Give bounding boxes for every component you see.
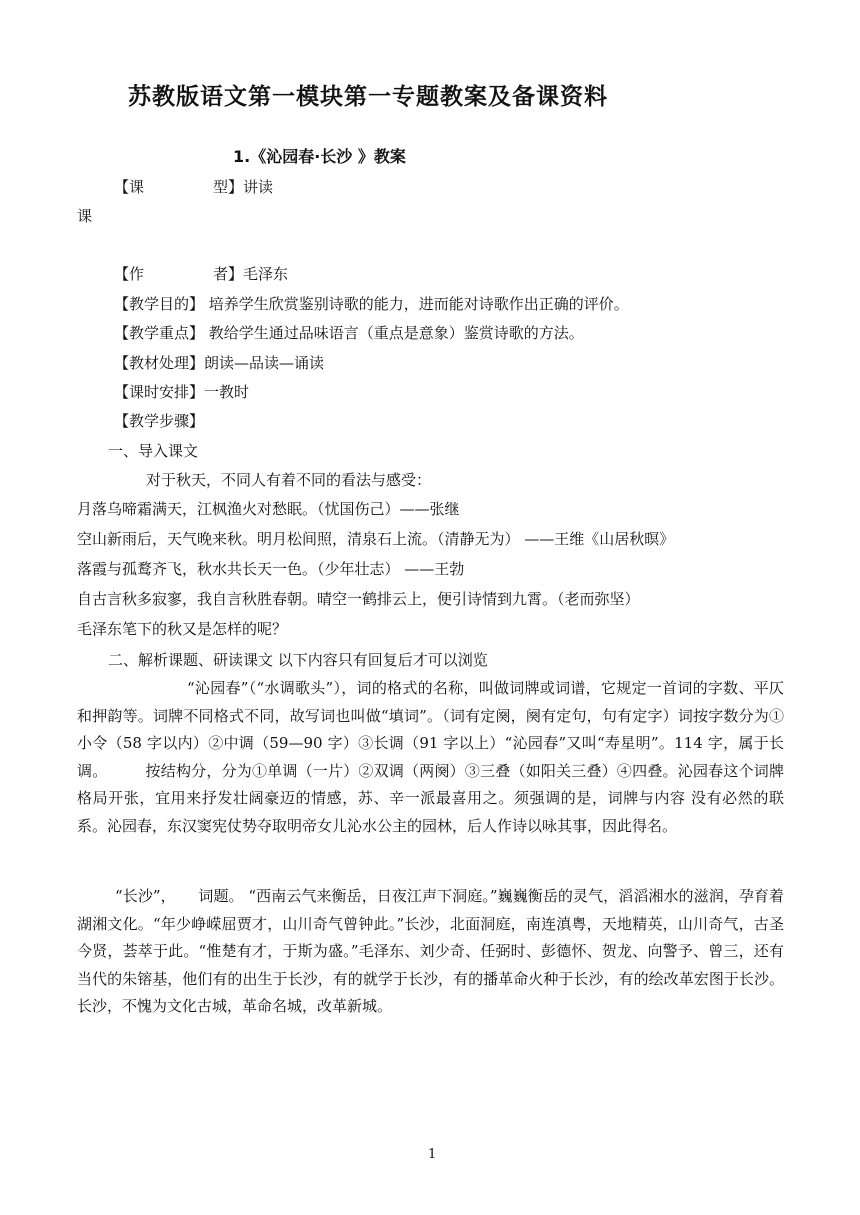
- section1-intro: 对于秋天，不同人有着不同的看法与感受：: [146, 471, 432, 489]
- poem-line: 毛泽东笔下的秋又是怎样的呢？: [77, 620, 288, 638]
- poem-line: 空山新雨后，天气晚来秋。明月松间照，清泉石上流。（清静无为） ——王维《山居秋暝》: [77, 530, 675, 548]
- author-value: 者】毛泽东: [213, 265, 289, 283]
- author-label: 【作: [114, 265, 145, 283]
- page-number: 1: [428, 1147, 437, 1162]
- poem-line: 自古言秋多寂寥，我自言秋胜春朝。晴空一鹤排云上，便引诗情到九霄。（老而弥坚）: [77, 590, 640, 608]
- teaching-goal: 【教学目的】 培养学生欣赏鉴别诗歌的能力，进而能对诗歌作出正确的评价。: [114, 295, 629, 313]
- poem-line: 落霞与孤鹜齐飞，秋水共长天一色。（少年壮志） ——王勃: [77, 560, 465, 578]
- document-title: 苏教版语文第一模块第一专题教案及备课资料: [128, 84, 608, 110]
- section1-heading: 一、导入课文: [108, 442, 199, 460]
- poem-line: 月落乌啼霜满天，江枫渔火对愁眠。（忧国伤己）——张继: [77, 500, 460, 518]
- paragraph-cipai: “沁园春”（“水调歌头”），词的格式的名称，叫做词牌或词谱，它规定一首词的字数、平仄和押韵等。词牌不同格式不同，故写词也叫做“填词”。（词有定阕，阕有定句，句有定字）词按字数分为①小令（58 字以内）②中调（59—90 字）③长调（91 字以上）“沁园春”又叫“寿星明”。114 字，属于长调。 按结构分，分为①单调（一片）②双调（两阕）③三叠（如阳关三叠）④四叠。沁园春这个词牌格局开张，宜用来抒发壮阔豪迈的情感，苏、辛一派最喜用之。须强调的是，词牌与内容 没有必然的联系。沁园春，东汉窦宪仗势夺取明帝女儿沁水公主的园林，后人作诗以咏其事，因此得名。: [77, 679, 784, 835]
- section2-heading: 二、解析课题、研读课文 以下内容只有回复后才可以浏览: [108, 651, 488, 669]
- lesson-title: 1.《沁园春·长沙 》教案: [233, 147, 406, 166]
- teaching-focus: 【教学重点】 教给学生通过品味语言（重点是意象）鉴赏诗歌的方法。: [114, 324, 584, 342]
- lesson-type-continued: 课: [77, 207, 93, 225]
- lesson-type-value: 型】讲读: [213, 178, 274, 196]
- material-handling: 【教材处理】朗读—品读—诵读: [114, 354, 325, 372]
- paragraph-changsha: “长沙”， 词题。 “西南云气来衡岳，日夜江声下洞庭。”巍巍衡岳的灵气，滔滔湘水的滋润，孕育着湖湘文化。“年少峥嵘屈贾才，山川奇气曾钟此。”长沙，北面洞庭，南连滇粤，天地精英，山川奇气，古圣今贤，荟萃于此。“惟楚有才，于斯为盛。”毛泽东、刘少奇、任弼时、彭德怀、贺龙、向警予、曾三，还有当代的朱镕基，他们有的出生于长沙，有的就学于长沙，有的播革命火种于长沙，有的绘改革宏图于长沙。长沙，不愧为文化古城，革命名城，改革新城。: [77, 887, 784, 1015]
- class-schedule: 【课时安排】一教时: [114, 383, 250, 401]
- teaching-steps: 【教学步骤】: [114, 412, 205, 430]
- lesson-type-label: 【课: [114, 178, 145, 196]
